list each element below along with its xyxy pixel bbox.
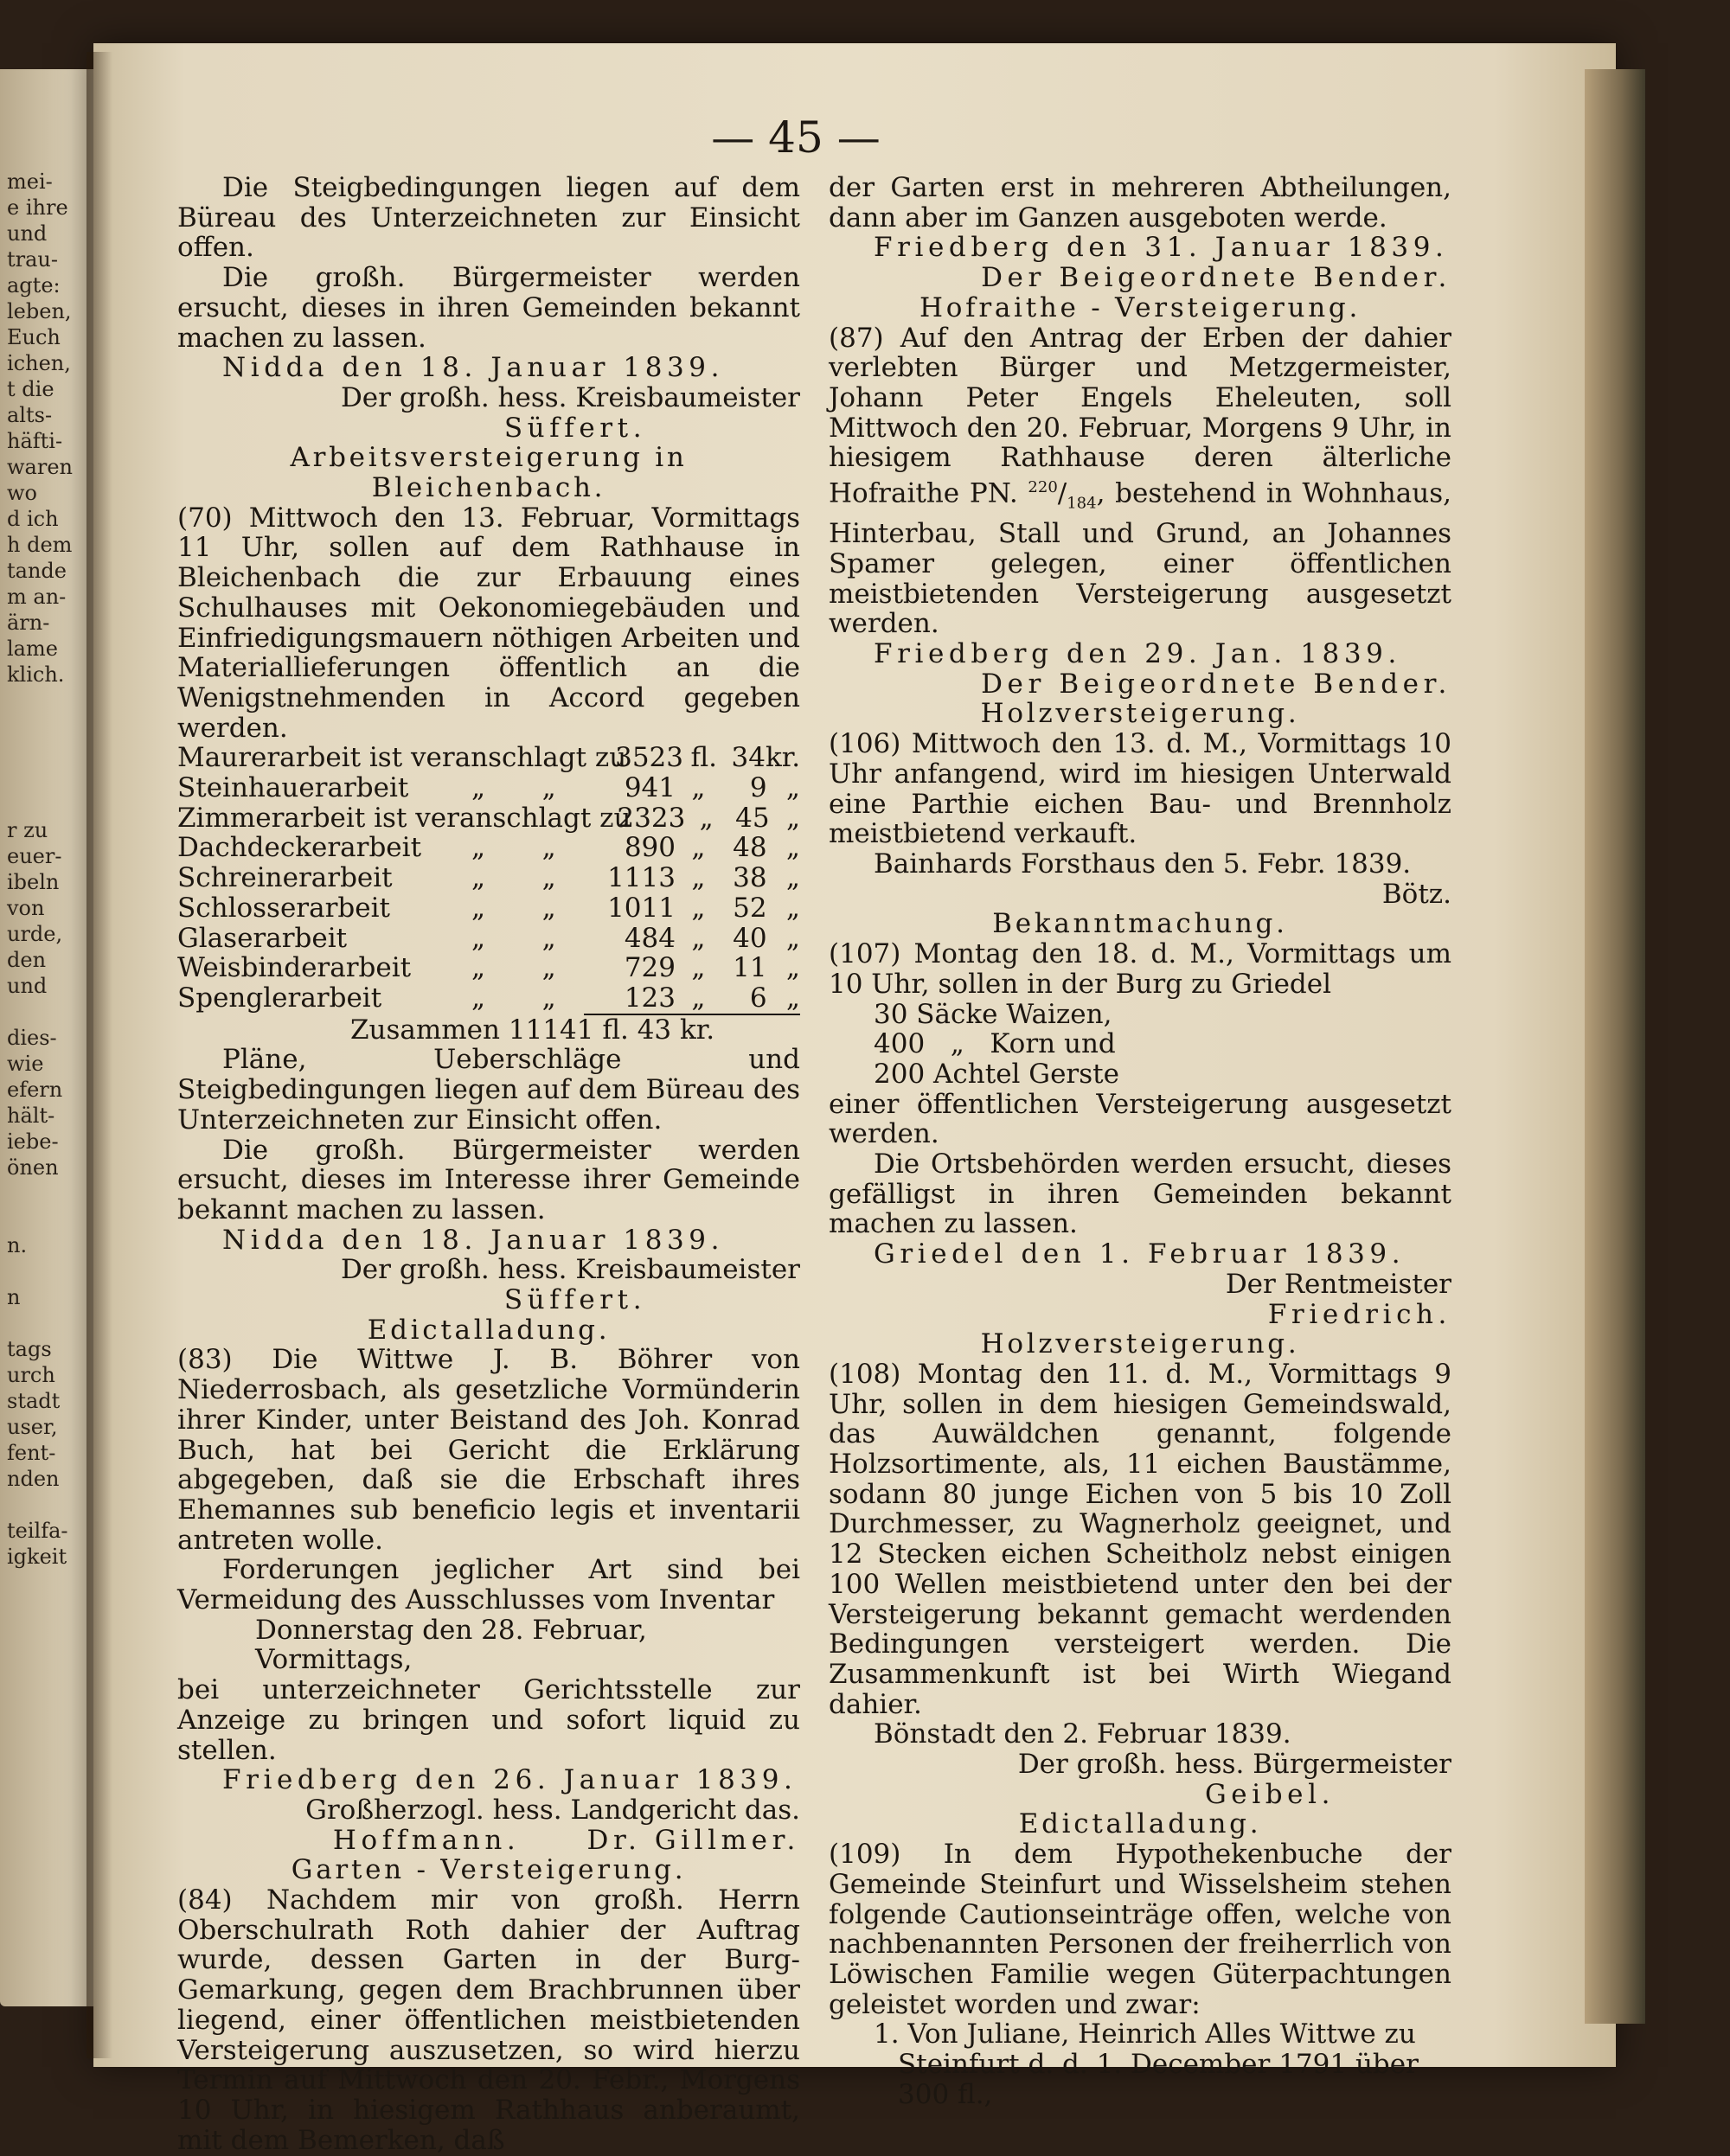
cost-cell-kr: 11 [733,952,767,984]
cost-cell-u2: „ [785,772,800,804]
margin-fragment [7,1206,59,1232]
cost-cell-unit: „ [691,772,706,804]
signature-title: Der großh. hess. Kreisbaumeister [340,381,800,413]
cost-cell-label: Glaserarbeit [177,922,348,954]
margin-fragment: agte: [7,273,61,297]
margin-fragment: waren [7,455,73,479]
place-date: Bönstadt den 2. Februar 1839. [874,1718,1291,1750]
cost-row [177,924,800,954]
cost-total: Zusammen 11141 fl. 43 kr. [350,1014,715,1046]
pn-denominator: 184 [1067,494,1097,513]
cost-cell-label: Maurerarbeit ist veranschlagt zu [177,742,627,774]
margin-fragment: urde, [7,922,63,946]
place-date: Friedberg den 31. Januar 1839. [874,232,1449,264]
margin-fragment [7,713,59,739]
margin-fragment: fent- [7,1441,56,1465]
margin-fragment: tande [7,559,67,583]
left-column [177,173,800,2155]
signature-name: Der Beigeordnete Bender. [981,668,1451,700]
margin-fragment: wie [7,1052,44,1076]
cost-cell-unit: „ [691,862,706,894]
cost-cell-u2: „ [785,862,800,894]
cost-cell-kr: 48 [733,832,767,864]
signature-name: Hoffmann. Dr. Gillmer. [332,1824,800,1856]
cost-cell-q2: „ [541,772,556,804]
margin-fragment: önen [7,1155,59,1180]
margin-fragment: r zu [7,818,48,842]
cost-cell-num: 3523 [615,742,683,774]
section-heading: Holzversteigerung. [980,698,1300,730]
margin-fragment: wo [7,481,37,505]
margin-fragment: iebe- [7,1129,59,1154]
margin-fragment: mei- [7,170,53,194]
notice-109: (109) In dem Hypothekenbuche der Gemeinde Steinfurt und Wisselsheim stehen folgende Cautionseinträge offen, welche von nachbenannten Personen der freiherrlich von Löwischen Familie wegen Güterpachtungen geleistet worden und zwar: [829,1839,1451,2020]
cost-cell-u2: „ [785,802,801,834]
margin-fragment: igkeit [7,1545,67,1569]
cost-cell-u2: „ [785,922,800,954]
cost-cell-num: 1011 [607,892,676,924]
margin-fragment: hält- [7,1104,55,1128]
cost-cell-unit: „ [691,922,706,954]
cost-table [177,743,800,1014]
cost-cell-q1: „ [471,922,486,954]
section-heading: Edictalladung. [1018,1808,1262,1840]
notice-87: (87) Auf den Antrag der Erben der dahier verlebten Bürger und Metzgermeister, Johann Peter Engels Eheleuten, soll Mittwoch den 20. Februar, Morgens 9 Uhr, in hiesigem Rathhause deren älterliche Hofraithe PN. $^{220}/_{184}$, bestehend in Wohnhaus, Hinterbau, Stall und Grund, an Johannes Spamer gelegen, einer öffentlichen meistbietenden Versteigerung ausgesetzt werden. [829,322,1451,640]
spine-shadow [86,52,112,2058]
list-item: 400 „ Korn und [874,1028,1116,1060]
margin-fragment: d ich [7,507,59,531]
section-heading: Arbeitsversteigerung in Bleichenbach. [290,442,688,504]
section-heading: Holzversteigerung. [980,1328,1300,1360]
signature-name: Friedrich. [1267,1298,1451,1330]
cost-cell-label: Dachdeckerarbeit [177,832,422,864]
notice-84: (84) Nachdem mir von großh. Herrn Oberschulrath Roth dahier der Auftrag wurde, dessen Garten in der Burg-Gemarkung, gegen dem Brachbrunnen über liegend, einer öffentlichen meistbietenden Versteigerung auszusetzen, so wird hierzu Termin auf Mittwoch den 20. Febr., Morgens 10 Uhr, in hiesigem Rathhaus anberaumt, mit dem Bemerken, daß [177,1884,800,2156]
list-item: 1. Von Juliane, Heinrich Alles Wittwe zu [874,2018,1416,2050]
signature-name: Süffert. [503,1284,647,1316]
cost-cell-kr: 52 [733,892,767,924]
cost-cell-num: 890 [624,832,676,864]
cost-cell-num: 2323 [617,802,686,834]
margin-fragment: t die [7,377,54,401]
margin-fragment [7,1492,59,1518]
cost-cell-q2: „ [541,862,556,894]
cost-cell-unit: „ [691,952,706,984]
cost-cell-label: Schlosserarbeit [177,892,390,924]
place-date: Griedel den 1. Februar 1839. [874,1238,1406,1270]
margin-fragment: n [7,1285,21,1309]
section-heading: Edictalladung. [367,1314,611,1346]
signature-title: Der großh. hess. Kreisbaumeister [340,1254,800,1286]
cost-cell-kr: 34 [731,742,766,774]
margin-fragment: n. [7,1233,28,1257]
paragraph: Donnerstag den 28. Februar, Vormittags, [255,1614,647,1676]
cost-cell-q1: „ [471,952,486,984]
place-date: Friedberg den 26. Januar 1839. [222,1764,798,1796]
page-number: — 45 — [711,112,881,163]
margin-fragment [7,1258,59,1284]
notice-83: (83) Die Wittwe J. B. Böhrer von Niederrosbach, als gesetzliche Vormünderin ihrer Kinder, unter Beistand des Joh. Konrad Buch, hat bei Gericht die Erklärung abgegeben, daß sie die Erbschaft ihres Ehemannes sub beneficio legis et inventarii antreten wolle. [177,1344,800,1556]
cost-cell-unit: „ [699,802,714,834]
margin-fragment: dies- [7,1026,57,1050]
margin-fragment: und [7,974,48,998]
cost-cell-label: Zimmerarbeit ist veranschlagt zu [177,802,631,834]
cost-cell-kr: 6 [721,983,767,1015]
margin-fragment: tags [7,1337,52,1361]
paragraph: der Garten erst in mehreren Abtheilungen, dann aber im Ganzen ausgeboten werde. [829,172,1451,234]
cost-cell-q2: „ [541,892,556,924]
signature-title: Der großh. hess. Bürgermeister [1017,1749,1451,1781]
notice-106: (106) Mittwoch den 13. d. M., Vormittags 10 Uhr anfangend, wird im hiesigen Unterwald eine Parthie eichen Bau- und Brennholz meistbietend verkauft. [829,728,1451,850]
cost-cell-kr: 45 [735,802,770,834]
notice-87-text-cont: , bestehend in Wohnhaus, Hinterbau, Stall und Grund, an Johannes Spamer gelegen, einer öffentlichen meistbietenden Versteigerung ausgesetzt werden. [829,477,1451,640]
cost-cell-num: 1113 [607,862,676,894]
cost-cell-q2: „ [541,922,556,954]
cost-cell-q2: „ [541,982,556,1014]
cost-cell-kr: 9 [749,772,767,804]
paragraph: Die Steigbedingungen liegen auf dem Büreau des Unterzeichneten zur Einsicht offen. [177,172,800,264]
cost-row [177,743,800,773]
cost-row [177,773,800,803]
margin-fragment: h dem [7,533,73,557]
cost-cell-q2: „ [541,832,556,864]
cost-cell-u2: „ [785,832,800,864]
cost-row [177,953,800,983]
cost-cell-u2: „ [785,892,800,924]
place-date: Friedberg den 29. Jan. 1839. [874,638,1401,670]
previous-page-margin-text [7,169,73,1570]
paragraph: Die großh. Bürgermeister werden ersucht, dieses im Interesse ihrer Gemeinde bekannt machen zu lassen. [177,1134,800,1225]
cost-row [177,983,800,1015]
cost-cell-label: Weisbinderarbeit [177,952,412,984]
right-column [829,173,1451,2110]
cost-cell-q1: „ [471,772,486,804]
cost-cell-label: Steinhauerarbeit [177,772,409,804]
margin-fragment: klich. [7,662,65,687]
cost-cell-num: 123 [584,983,676,1015]
cost-cell-q1: „ [471,982,486,1014]
margin-fragment: stadt [7,1389,61,1413]
margin-fragment: ärn- [7,611,50,635]
list-item: 200 Achtel Gerste [874,1058,1119,1090]
cost-row [177,893,800,924]
margin-fragment: lame [7,637,58,661]
cost-cell-kr: 38 [733,862,767,894]
margin-fragment: user, [7,1415,58,1439]
margin-fragment: ibeln [7,870,60,894]
margin-fragment: leben, [7,299,72,323]
cost-cell-unit: „ [691,832,706,864]
paragraph: bei unterzeichneter Gerichtsstelle zur Anzeige zu bringen und sofort liquid zu stellen. [177,1674,800,1766]
margin-fragment: trau- [7,247,58,272]
cost-cell-q1: „ [471,832,486,864]
section-heading: Bekanntmachung. [992,908,1288,940]
paragraph: Forderungen jeglicher Art sind bei Vermeidung des Ausschlusses vom Inventar [177,1554,800,1616]
cost-cell-label: Spenglerarbeit [177,982,382,1014]
margin-fragment [7,791,59,817]
section-heading: Hofraithe - Versteigerung. [919,291,1362,323]
paragraph: Die großh. Bürgermeister werden ersucht, dieses in ihren Gemeinden bekannt machen zu lassen. [177,262,800,354]
cost-cell-kr: 40 [733,922,767,954]
margin-fragment [7,739,59,765]
notice-108: (108) Montag den 11. d. M., Vormittags 9 Uhr, sollen in dem hiesigen Gemeindswald, das Auwäldchen genannt, folgende Holzsortimente, als, 11 eichen Baustämme, sodann 80 junge Eichen von 5 bis 10 Zoll Durchmesser, zu Wagnerholz geeignet, und 12 Stecken eichen Scheitholz nebst einigen 100 Wellen meistbietend unter den bei der Versteigerung bekannt gemacht werdenden Bedingungen versteigert werden. Die Zusammenkunft ist bei Wirth Wiegand dahier. [829,1358,1451,1720]
margin-fragment: efern [7,1078,63,1102]
cost-cell-num: 941 [624,772,676,804]
pn-numerator: 220 [1028,478,1058,497]
place-date: Nidda den 18. Januar 1839. [222,1224,725,1256]
signature-name: Der Beigeordnete Bender. [981,262,1451,294]
margin-fragment: und [7,221,48,246]
book-edge-right [1585,69,1645,2024]
cost-cell-num: 484 [624,922,676,954]
cost-cell-num: 729 [624,952,676,984]
cost-cell-unit: „ [676,983,721,1015]
place-date: Bainhards Forsthaus den 5. Febr. 1839. [874,848,1412,880]
cost-cell-label: Schreinerarbeit [177,862,393,894]
margin-fragment: den [7,948,47,972]
list-item: 30 Säcke Waizen, [874,998,1112,1030]
margin-fragment: m an- [7,585,67,609]
signature-title: Großherzogl. hess. Landgericht das. [305,1794,800,1826]
cost-cell-unit: fl. [690,742,718,774]
signature-name: Süffert. [503,412,647,444]
margin-fragment [7,1310,59,1336]
list-item: Steinfurt d. d. 1. December 1791 über 300 fl., [898,2049,1419,2110]
notice-70: (70) Mittwoch den 13. Februar, Vormittags 11 Uhr, sollen auf dem Rathhause in Bleichenbach die zur Erbauung eines Schulhauses mit Oekonomiegebäuden und Einfriedigungsmauern nöthigen Arbeiten und Materiallieferungen öffentlich an die Wenigstnehmenden in Accord gegeben werden. [177,502,800,744]
margin-fragment: alts- [7,403,53,427]
margin-fragment [7,1180,59,1206]
margin-fragment [7,688,59,713]
cost-cell-q2: „ [541,952,556,984]
notice-87-text: (87) Auf den Antrag der Erben der dahier verlebten Bürger und Metzgermeister, Johann Peter Engels Eheleuten, soll Mittwoch den 20. Februar, Morgens 9 Uhr, in hiesigem Rathhause deren älterliche Hofraithe PN. [829,322,1451,509]
margin-fragment: nden [7,1467,60,1491]
margin-fragment [7,765,59,791]
margin-fragment: von [7,896,45,920]
cost-cell-unit: „ [691,892,706,924]
margin-fragment: ichen, [7,351,71,375]
cost-row [177,833,800,863]
margin-fragment: Euch [7,325,61,349]
signature-name: Bötz. [1381,878,1451,910]
signature-name: Geibel. [1204,1778,1336,1810]
cost-cell-u2: „ [785,952,800,984]
cost-cell-q1: „ [471,862,486,894]
paragraph: einer öffentlichen Versteigerung ausgesetzt werden. [829,1088,1451,1150]
margin-fragment: euer- [7,844,62,868]
cost-cell-q1: „ [471,892,486,924]
cost-row [177,863,800,893]
margin-fragment [7,999,59,1025]
cost-row [177,803,800,834]
place-date: Nidda den 18. Januar 1839. [222,352,725,384]
cost-cell-u2: „ [767,983,800,1015]
margin-fragment: urch [7,1363,55,1387]
margin-fragment: häfti- [7,429,63,453]
paragraph: Die Ortsbehörden werden ersucht, dieses gefälligst in ihren Gemeinden bekannt machen zu lassen. [829,1148,1451,1240]
paragraph: Pläne, Ueberschläge und Steigbedingungen liegen auf dem Büreau des Unterzeichneten zur Einsicht offen. [177,1044,800,1136]
margin-fragment: teilfa- [7,1519,68,1543]
signature-title: Der Rentmeister [1225,1268,1451,1300]
cost-cell-u2: kr. [766,742,801,774]
margin-fragment: e ihre [7,195,68,220]
section-heading: Garten - Versteigerung. [291,1854,687,1886]
notice-107: (107) Montag den 18. d. M., Vormittags um 10 Uhr, sollen in der Burg zu Griedel [829,938,1451,1000]
